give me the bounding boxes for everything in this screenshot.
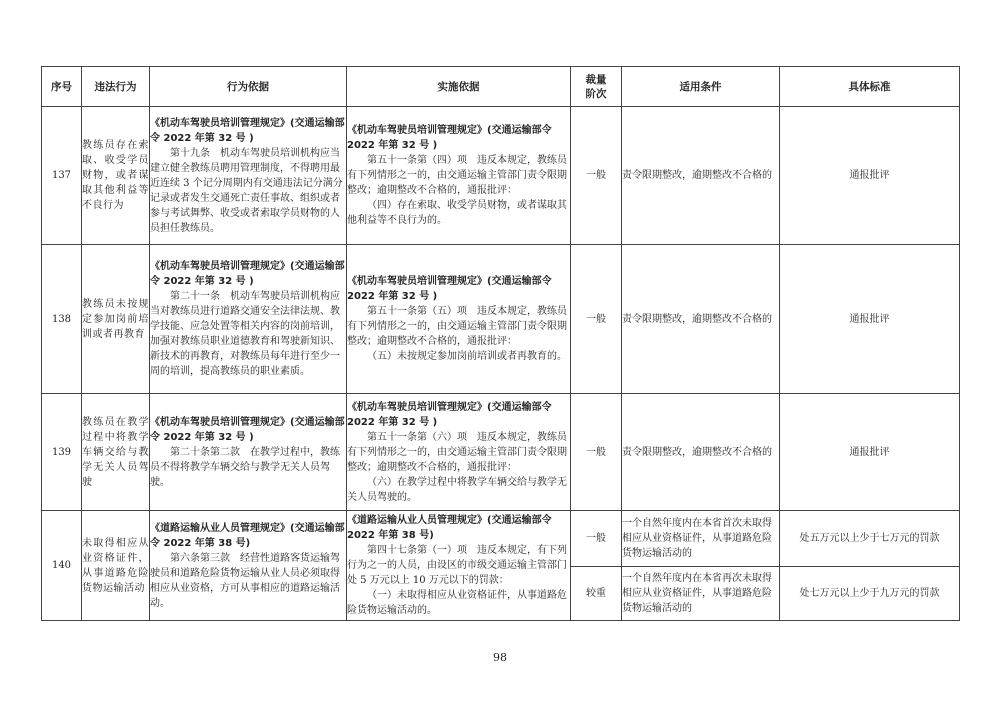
impl-item: （六）在教学过程中将教学车辆交给与教学无关人员驾驶的。: [347, 476, 567, 503]
basis-text: 第二十条第二款 在教学过程中，教练员不得将教学车辆交给与教学无关人员驾驶。: [150, 446, 340, 488]
row-no: 140: [42, 511, 82, 621]
header-no: 序号: [42, 67, 82, 107]
row-impl: [347, 245, 571, 394]
basis-source: 《机动车驾驶员培训管理规定》(交通运输部令 2022 年第 32 号 ): [150, 416, 345, 443]
row-std: 处七万元以上少于九万元的罚款: [780, 567, 960, 621]
row-impl: [347, 394, 571, 511]
header-cond: 适用条件: [622, 67, 780, 107]
row-level: 较重: [571, 567, 622, 621]
row-level: 一般: [571, 107, 622, 245]
table-row: [42, 245, 960, 394]
row-act: 未取得相应从业资格证件，从事道路危险货物运输活动: [82, 511, 150, 621]
row-basis: [150, 107, 347, 245]
row-basis: [150, 511, 347, 621]
header-level: 裁量 阶次: [571, 67, 622, 107]
row-cond: 责令限期整改，逾期整改不合格的: [622, 394, 780, 511]
impl-source: 《道路运输从业人员管理规定》(交通运输部令 2022 年第 38 号): [347, 515, 552, 541]
header-act: 违法行为: [82, 67, 150, 107]
row-cond: 责令限期整改，逾期整改不合格的: [622, 245, 780, 394]
impl-item: （四）存在索取、收受学员财物，或者谋取其他利益等不良行为的。: [347, 200, 567, 226]
penalty-standards-table: [41, 66, 960, 621]
impl-item: （五）未按规定参加岗前培训或者再教育的。: [367, 351, 567, 362]
impl-text: 第五十一条第（六）项 违反本规定，教练员有下列情形之一的，由交通运输主管部门责令限期整改；逾期整改不合格的，通报批评：: [347, 431, 567, 473]
basis-text: 第六条第三款 经营性道路客货运输驾驶员和道路危险货物运输从业人员必须取得相应从业资格，方可从事相应的道路运输活动。: [150, 552, 340, 609]
basis-source: 《机动车驾驶员培训管理规定》(交通运输部令 2022 年第 32 号 ): [150, 117, 345, 144]
row-act: 教练员存在索取、收受学员财物，或者谋取其他利益等不良行为: [82, 107, 150, 245]
impl-text: 第五十一条第（五）项 违反本规定，教练员有下列情形之一的，由交通运输主管部门责令限期整改；逾期整改不合格的，通报批评：: [347, 306, 567, 347]
header-std: 具体标准: [780, 67, 960, 107]
row-level: 一般: [571, 394, 622, 511]
row-cond: 责令限期整改，逾期整改不合格的: [622, 107, 780, 245]
basis-text: 第二十一条 机动车驾驶员培训机构应当对教练员进行道路交通安全法律法规、教学技能、应急处置等相关内容的岗前培训，加强对教练员职业道德教育和驾驶新知识、新技术的再教育，对教练员每年进行至少一周的培训，提高教练员的职业素质。: [150, 291, 340, 377]
row-impl: [347, 107, 571, 245]
basis-source: 《机动车驾驶员培训管理规定》(交通运输部令 2022 年第 32 号 ): [150, 261, 345, 287]
row-std: 通报批评: [780, 245, 960, 394]
impl-source: 《机动车驾驶员培训管理规定》(交通运输部令 2022 年第 32 号 ): [347, 125, 552, 151]
impl-item: （一）未取得相应从业资格证件，从事道路危险货物运输活动的。: [347, 590, 567, 616]
impl-text: 第五十一条第（四）项 违反本规定，教练员有下列情形之一的，由交通运输主管部门责令限期整改；逾期整改不合格的，通报批评：: [347, 155, 567, 196]
row-std: 通报批评: [780, 107, 960, 245]
impl-source: 《机动车驾驶员培训管理规定》(交通运输部令 2022 年第 32 号 ): [347, 276, 552, 302]
impl-text: 第四十七条第（一）项 违反本规定，有下列行为之一的人员，由设区的市级交通运输主管部门处 5 万元以上 10 万元以下的罚款：: [347, 545, 567, 586]
header-basis: 行为依据: [150, 67, 347, 107]
row-level: 一般: [571, 245, 622, 394]
table-row: [42, 511, 960, 567]
row-impl: [347, 511, 571, 621]
basis-source: 《道路运输从业人员管理规定》(交通运输部令 2022 年第 38 号): [150, 522, 345, 549]
row-no: 139: [42, 394, 82, 511]
row-basis: [150, 394, 347, 511]
row-level: 一般: [571, 511, 622, 567]
impl-source: 《机动车驾驶员培训管理规定》(交通运输部令 2022 年第 32 号 ): [347, 401, 552, 428]
header-row: [42, 67, 960, 107]
row-no: 138: [42, 245, 82, 394]
table-row: [42, 394, 960, 511]
basis-text: 第十九条 机动车驾驶员培训机构应当建立健全教练员聘用管理制度，不得聘用最近连续 3 个记分周期内有交通违法记分满分记录或者发生交通死亡责任事故、组织或者参与考试舞弊、收受或者索取学员财物的人员担任教练员。: [150, 147, 343, 234]
row-act: 教练员在教学过程中将教学车辆交给与教学无关人员驾驶: [82, 394, 150, 511]
page-number: 98: [493, 651, 507, 664]
row-act: 教练员未按规定参加岗前培训或者再教育: [82, 245, 150, 394]
table-row: [42, 107, 960, 245]
header-impl: 实施依据: [347, 67, 571, 107]
row-cond: 一个自然年度内在本省首次未取得相应从业资格证件，从事道路危险货物运输活动的: [622, 511, 780, 567]
row-std: 处五万元以上少于七万元的罚款: [780, 511, 960, 567]
row-std: 通报批评: [780, 394, 960, 511]
row-cond: 一个自然年度内在本省再次未取得相应从业资格证件，从事道路危险货物运输活动的: [622, 567, 780, 621]
row-basis: [150, 245, 347, 394]
row-no: 137: [42, 107, 82, 245]
